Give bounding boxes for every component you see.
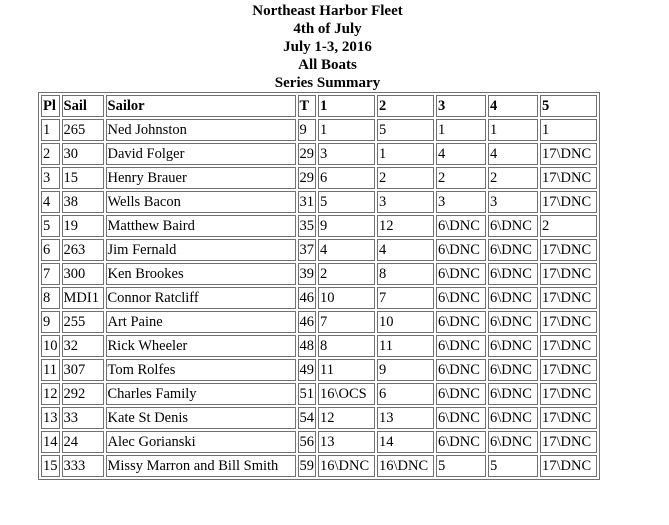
race-4-cell: 3 xyxy=(488,191,538,213)
race-4-cell: 6\DNC xyxy=(488,383,538,405)
place-cell: 9 xyxy=(41,311,60,333)
place-cell: 15 xyxy=(41,455,60,477)
race-1-cell: 11 xyxy=(318,359,375,381)
event-dates: July 1-3, 2016 xyxy=(283,39,372,55)
race-5-cell: 17\DNC xyxy=(540,335,597,357)
place-cell: 13 xyxy=(41,407,60,429)
race-4-cell: 6\DNC xyxy=(488,431,538,453)
sailor-cell: Missy Marron and Bill Smith xyxy=(106,455,296,477)
table-row xyxy=(41,239,597,261)
table-row xyxy=(41,383,597,405)
event-title: 4th of July xyxy=(293,21,362,37)
race-2-cell: 7 xyxy=(377,287,434,309)
sail-cell: 24 xyxy=(62,431,104,453)
table-row xyxy=(41,359,597,381)
total-cell: 59 xyxy=(298,455,317,477)
table-row xyxy=(41,119,597,141)
place-cell: 4 xyxy=(41,191,60,213)
race-1-cell: 13 xyxy=(318,431,375,453)
place-cell: 12 xyxy=(41,383,60,405)
sail-cell: 255 xyxy=(62,311,104,333)
table-row xyxy=(41,263,597,285)
sail-cell: 19 xyxy=(62,215,104,237)
total-cell: 9 xyxy=(298,119,317,141)
race-5-cell: 17\DNC xyxy=(540,143,597,165)
race-4-cell: 6\DNC xyxy=(488,239,538,261)
sailor-cell: Kate St Denis xyxy=(106,407,296,429)
sailor-cell: Art Paine xyxy=(106,311,296,333)
race-1-cell: 5 xyxy=(318,191,375,213)
sailor-cell: Rick Wheeler xyxy=(106,335,296,357)
race-3-cell: 6\DNC xyxy=(436,311,486,333)
place-cell: 7 xyxy=(41,263,60,285)
race-3-cell: 6\DNC xyxy=(436,215,486,237)
race-5-cell: 17\DNC xyxy=(540,287,597,309)
race-2-cell: 2 xyxy=(377,167,434,189)
race-5-cell: 17\DNC xyxy=(540,191,597,213)
table-row xyxy=(41,311,597,333)
race-1-cell: 12 xyxy=(318,407,375,429)
header-row xyxy=(41,95,597,117)
race-2-cell: 10 xyxy=(377,311,434,333)
race-5-cell: 17\DNC xyxy=(540,239,597,261)
race-4-cell: 6\DNC xyxy=(488,215,538,237)
place-cell: 8 xyxy=(41,287,60,309)
column-header-race-1: 1 xyxy=(318,95,375,117)
race-3-cell: 5 xyxy=(436,455,486,477)
race-3-cell: 3 xyxy=(436,191,486,213)
table-row xyxy=(41,455,597,477)
race-2-cell: 11 xyxy=(377,335,434,357)
sail-cell: 32 xyxy=(62,335,104,357)
place-cell: 10 xyxy=(41,335,60,357)
race-4-cell: 6\DNC xyxy=(488,407,538,429)
sailor-cell: Jim Fernald xyxy=(106,239,296,261)
race-1-cell: 9 xyxy=(318,215,375,237)
sail-cell: 265 xyxy=(62,119,104,141)
race-2-cell: 13 xyxy=(377,407,434,429)
table-row xyxy=(41,143,597,165)
place-cell: 5 xyxy=(41,215,60,237)
total-cell: 54 xyxy=(298,407,317,429)
total-cell: 51 xyxy=(298,383,317,405)
race-3-cell: 6\DNC xyxy=(436,359,486,381)
race-4-cell: 6\DNC xyxy=(488,335,538,357)
race-3-cell: 6\DNC xyxy=(436,287,486,309)
race-3-cell: 6\DNC xyxy=(436,239,486,261)
sail-cell: 30 xyxy=(62,143,104,165)
table-row xyxy=(41,407,597,429)
race-4-cell: 6\DNC xyxy=(488,359,538,381)
race-1-cell: 8 xyxy=(318,335,375,357)
sail-cell: 263 xyxy=(62,239,104,261)
race-1-cell: 3 xyxy=(318,143,375,165)
fleet-title: Northeast Harbor Fleet xyxy=(252,3,403,19)
race-2-cell: 12 xyxy=(377,215,434,237)
race-5-cell: 17\DNC xyxy=(540,455,597,477)
total-cell: 46 xyxy=(298,311,317,333)
race-5-cell: 1 xyxy=(540,119,597,141)
race-3-cell: 6\DNC xyxy=(436,431,486,453)
race-5-cell: 17\DNC xyxy=(540,167,597,189)
sail-cell: 292 xyxy=(62,383,104,405)
sail-cell: MDI1 xyxy=(62,287,104,309)
sail-cell: 38 xyxy=(62,191,104,213)
column-header-race-3: 3 xyxy=(436,95,486,117)
report-header xyxy=(0,2,655,92)
place-cell: 3 xyxy=(41,167,60,189)
total-cell: 46 xyxy=(298,287,317,309)
place-cell: 11 xyxy=(41,359,60,381)
sailor-cell: Charles Family xyxy=(106,383,296,405)
total-cell: 37 xyxy=(298,239,317,261)
race-2-cell: 9 xyxy=(377,359,434,381)
race-3-cell: 6\DNC xyxy=(436,407,486,429)
column-header-race-2: 2 xyxy=(377,95,434,117)
total-cell: 31 xyxy=(298,191,317,213)
sailor-cell: Tom Rolfes xyxy=(106,359,296,381)
column-header-race-5: 5 xyxy=(540,95,597,117)
race-5-cell: 17\DNC xyxy=(540,263,597,285)
race-4-cell: 6\DNC xyxy=(488,311,538,333)
total-cell: 29 xyxy=(298,167,317,189)
race-3-cell: 6\DNC xyxy=(436,335,486,357)
table-row xyxy=(41,287,597,309)
total-cell: 56 xyxy=(298,431,317,453)
race-1-cell: 16\OCS xyxy=(318,383,375,405)
race-1-cell: 1 xyxy=(318,119,375,141)
race-2-cell: 6 xyxy=(377,383,434,405)
total-cell: 29 xyxy=(298,143,317,165)
place-cell: 2 xyxy=(41,143,60,165)
race-5-cell: 2 xyxy=(540,215,597,237)
race-1-cell: 2 xyxy=(318,263,375,285)
sailor-cell: Ken Brookes xyxy=(106,263,296,285)
sail-cell: 307 xyxy=(62,359,104,381)
column-header-total: T xyxy=(298,95,317,117)
column-header-place: Pl xyxy=(41,95,60,117)
sail-cell: 300 xyxy=(62,263,104,285)
sailor-cell: Wells Bacon xyxy=(106,191,296,213)
results-body xyxy=(41,119,597,477)
race-5-cell: 17\DNC xyxy=(540,359,597,381)
race-3-cell: 6\DNC xyxy=(436,383,486,405)
race-3-cell: 4 xyxy=(436,143,486,165)
column-header-sail: Sail xyxy=(62,95,104,117)
race-4-cell: 1 xyxy=(488,119,538,141)
race-2-cell: 8 xyxy=(377,263,434,285)
race-4-cell: 2 xyxy=(488,167,538,189)
race-4-cell: 5 xyxy=(488,455,538,477)
table-row xyxy=(41,215,597,237)
column-header-race-4: 4 xyxy=(488,95,538,117)
race-3-cell: 1 xyxy=(436,119,486,141)
race-4-cell: 6\DNC xyxy=(488,287,538,309)
race-1-cell: 7 xyxy=(318,311,375,333)
race-5-cell: 17\DNC xyxy=(540,431,597,453)
race-2-cell: 1 xyxy=(377,143,434,165)
total-cell: 49 xyxy=(298,359,317,381)
results-table xyxy=(38,92,600,480)
race-1-cell: 4 xyxy=(318,239,375,261)
race-4-cell: 4 xyxy=(488,143,538,165)
total-cell: 39 xyxy=(298,263,317,285)
total-cell: 35 xyxy=(298,215,317,237)
division-title: All Boats xyxy=(298,57,357,73)
column-header-sailor: Sailor xyxy=(106,95,296,117)
race-5-cell: 17\DNC xyxy=(540,407,597,429)
race-5-cell: 17\DNC xyxy=(540,383,597,405)
race-1-cell: 16\DNC xyxy=(318,455,375,477)
sailor-cell: David Folger xyxy=(106,143,296,165)
race-2-cell: 4 xyxy=(377,239,434,261)
sail-cell: 15 xyxy=(62,167,104,189)
sailor-cell: Henry Brauer xyxy=(106,167,296,189)
race-2-cell: 14 xyxy=(377,431,434,453)
place-cell: 6 xyxy=(41,239,60,261)
sail-cell: 33 xyxy=(62,407,104,429)
sail-cell: 333 xyxy=(62,455,104,477)
table-row xyxy=(41,191,597,213)
race-2-cell: 3 xyxy=(377,191,434,213)
summary-title: Series Summary xyxy=(274,75,381,91)
race-3-cell: 2 xyxy=(436,167,486,189)
table-row xyxy=(41,335,597,357)
total-cell: 48 xyxy=(298,335,317,357)
sailor-cell: Alec Gorianski xyxy=(106,431,296,453)
race-2-cell: 16\DNC xyxy=(377,455,434,477)
sailor-cell: Matthew Baird xyxy=(106,215,296,237)
sailor-cell: Connor Ratcliff xyxy=(106,287,296,309)
race-2-cell: 5 xyxy=(377,119,434,141)
table-row xyxy=(41,431,597,453)
race-4-cell: 6\DNC xyxy=(488,263,538,285)
place-cell: 1 xyxy=(41,119,60,141)
sailor-cell: Ned Johnston xyxy=(106,119,296,141)
race-1-cell: 6 xyxy=(318,167,375,189)
race-3-cell: 6\DNC xyxy=(436,263,486,285)
place-cell: 14 xyxy=(41,431,60,453)
table-row xyxy=(41,167,597,189)
race-1-cell: 10 xyxy=(318,287,375,309)
race-5-cell: 17\DNC xyxy=(540,311,597,333)
